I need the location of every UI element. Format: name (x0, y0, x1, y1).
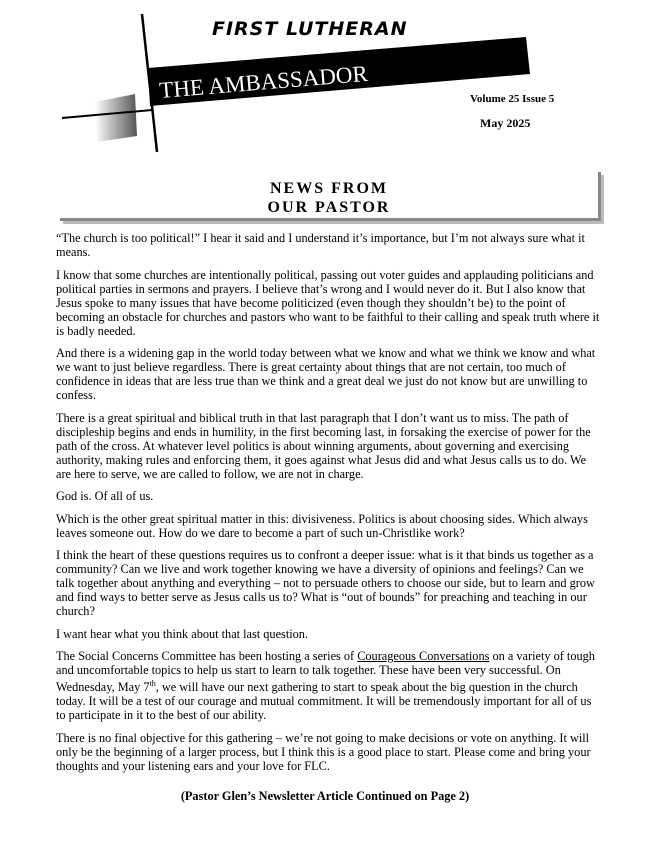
heading-line-1: NEWS FROM (270, 180, 388, 197)
paragraph-8: I want hear what you think about that last question. (56, 626, 309, 641)
paragraph-9 (56, 649, 601, 722)
continued-notice: (Pastor Glen’s Newsletter Article Continued on Page 2) (180, 789, 470, 803)
church-name: FIRST LUTHERAN (212, 18, 408, 40)
paragraph-2: I know that some churches are intentionally political, passing out voter guides and applauding politicians and political parties in sermons and prayers. I believe that’s wrong and I would never do it. But I also know that Jesus spoke to many issues that have become politicized (even though they shouldn’t be) to the point of becoming an obstacle for churches and pastors who want to be faithful to their calling and speak truth where it is badly needed. (56, 267, 600, 338)
paragraph-9-text-a: The Social Concerns Committee has been hosting a series of (56, 649, 358, 663)
paragraph-3: And there is a widening gap in the world today between what we know and what we think we know and what we want to just believe regardless. There is great certainty about things that are not certain, too much of confidence in ideas that are less true than we think and a great deal we just do not know but are unwilling to confess. (56, 346, 596, 402)
section-heading (60, 172, 601, 221)
paragraph-1: “The church is too political!” I hear it said and I understand it’s importance, but I’m not always sure what it means. (56, 231, 585, 259)
issue-date: May 2025 (480, 116, 531, 130)
heading-line-2: OUR PASTOR (267, 199, 391, 216)
courageous-conversations-link[interactable]: Courageous Conversations (357, 649, 490, 663)
issue-volume: Volume 25 Issue 5 (470, 93, 555, 105)
publication-title: THE AMBASSADOR (158, 60, 369, 103)
article-body (56, 231, 601, 781)
paragraph-10: There is no final objective for this gathering – we’re not going to make decisions or vote on anything. It will only be the beginning of a larger process, but I think this is a good place to start. Please come and bring your thoughts and your listening ears and your love for FLC. (56, 730, 591, 773)
paragraph-9-text-b: on a variety of tough and uncomfortable topics to help us start to learn to talk together. These have been very successful. On Wednesday, May 7 (56, 649, 595, 695)
gradient-block-shape (95, 94, 137, 142)
paragraph-4: There is a great spiritual and biblical truth in that last paragraph that I don’t want us to miss. The path of discipleship begins and ends in humility, in the first becoming last, in forsaking the exercise of power for the path of the cross. At whatever level politics is about winning arguments, about governing and exercising authority, making rules and enforcing them, it goes against what Jesus did and what Jesus calls us to do. We are here to serve, we are called to follow, we are not in charge. (56, 410, 591, 481)
paragraph-9-text-c: , we will have our next gathering to start to speak about the big question in the church today. It will be a test of our courage and mutual commitment. It will be tremendously important for all of us to participate in it to the best of our ability. (56, 680, 592, 723)
paragraph-6: Which is the other great spiritual matter in this: divisiveness. Politics is about choosing sides. Which always leaves someone out. How do we dare to become a part of such un-Christlike work? (56, 511, 588, 540)
paragraph-7: I think the heart of these questions requires us to confront a deeper issue: what is it that binds us together as a community? Can we live and work together knowing we have a diversity of opinions and feelings? Can we talk together about anything and everything – not to persuade others to choose our side, but to learn and grow and find ways to better serve as Jesus calls us to? What is “out of bounds” for preaching and teaching in our church? (56, 548, 595, 618)
paragraph-5: God is. Of all of us. (56, 489, 154, 503)
date-superscript: th (149, 679, 156, 688)
masthead (0, 0, 650, 160)
